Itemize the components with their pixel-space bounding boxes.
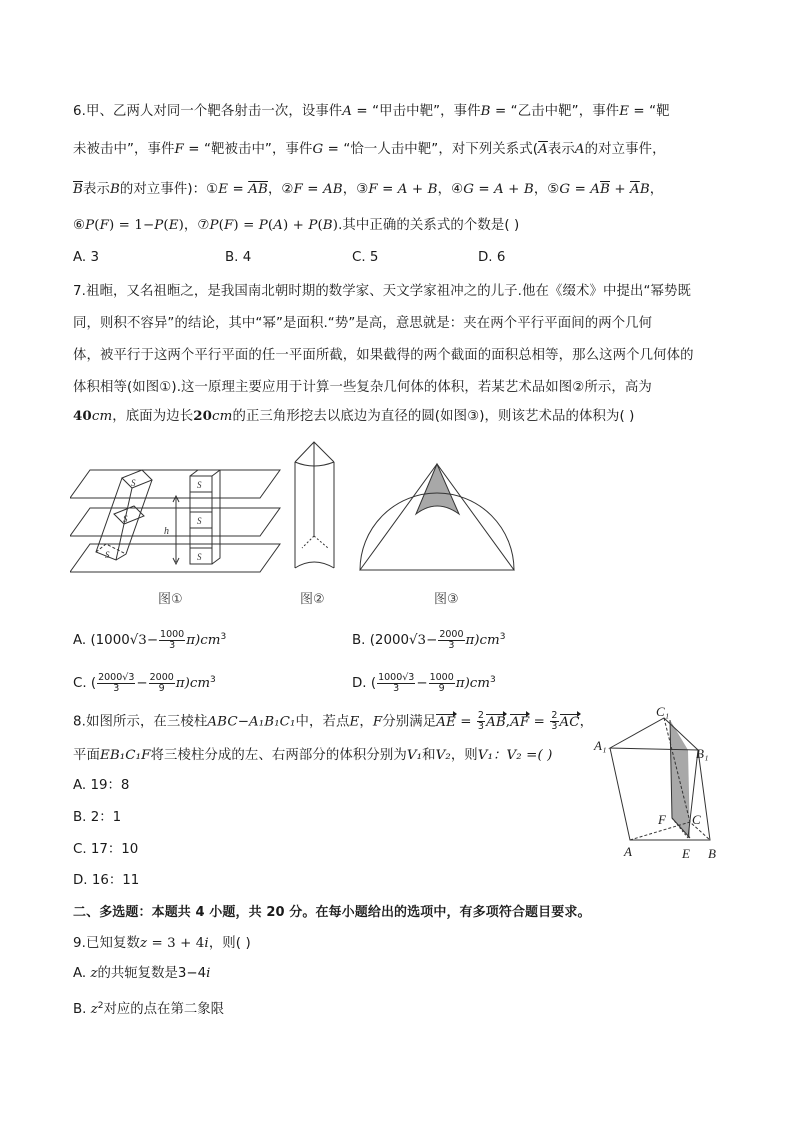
label-c1: C₁ [656, 704, 670, 719]
q7-option-c[interactable]: C. ( $\frac{2000√3}{3}$ − $\frac{2000}{9}$ $\pi)cm^3$ [73, 671, 216, 694]
q6-option-b[interactable]: B. 4 [225, 250, 252, 265]
section-shade [670, 720, 690, 838]
figure-1-caption: 图① [158, 592, 183, 607]
q6-line-4: ⑥P(F) = 1−P(E)，⑦P(F) = P(A) + P(B).其中正确的关系式的个数是( ) [73, 218, 520, 233]
q6-line-2: 未被击中”，事件F = “靶被击中”，事件G = “恰一人击中靶”，对下列关系式($\overline{A}$表示A的对立事件， [73, 142, 666, 157]
q8-option-d[interactable]: D. 16：11 [73, 873, 140, 888]
label-b1: B₁ [696, 746, 709, 761]
label-f: F [658, 812, 666, 827]
q6-line-3: $\overline{B}$表示B的对立事件)：①E = $\overline{A}\overline{B}$，②F = AB，③F = A + B，④G = A + B，⑤G = $A\overline{B} + \overline{A}B$， [73, 182, 664, 197]
q8-option-c[interactable]: C. 17：10 [73, 842, 139, 857]
q8-option-a[interactable]: A. 19：8 [73, 778, 130, 793]
q7-line-4: 体积相等(如图①).这一原理主要应用于计算一些复杂几何体的体积，若某艺术品如图②所示，高为 [73, 380, 652, 395]
label-c: C [692, 812, 701, 827]
q9-stem: 9.已知复数z = 3 + 4i，则( ) [73, 936, 251, 951]
plane-middle [70, 508, 280, 536]
q6-line-1: 6.甲、乙两人对同一个靶各射击一次，设事件A = “甲击中靶”，事件B = “乙击中靶”，事件E = “靶 [73, 104, 670, 119]
svg-text:S: S [123, 514, 128, 524]
shaded-region [416, 464, 459, 514]
figure-q8-prism [590, 702, 728, 866]
q9-option-b[interactable]: B. $z^2$对应的点在第二象限 [73, 1001, 225, 1017]
q7-option-a[interactable]: A. (1000√3− $\frac{1000}{3}$ $\pi)cm^3$ [73, 628, 227, 651]
svg-text:S: S [197, 516, 202, 526]
svg-text:S: S [131, 478, 136, 488]
q7-line-1: 7.祖暅，又名祖暅之，是我国南北朝时期的数学家、天文学家祖冲之的儿子.他在《缀术》中提出“幂势既 [73, 284, 691, 299]
q7-line-2: 同，则积不容异”的结论，其中“幂”是面积.“势”是高，意思就是：夹在两个平行平面间的两个几何 [73, 316, 653, 331]
left-solid-top-face [122, 470, 152, 488]
q7-line-5: 40cm，底面为边长20cm的正三角形挖去以底边为直径的圆(如图③)，则该艺术品的体积为( ) [73, 408, 635, 424]
figure-3-triangle-circle [358, 458, 516, 574]
label-h: h [164, 526, 169, 537]
figure-3-caption: 图③ [434, 592, 459, 607]
figure-1-planes [70, 462, 285, 577]
q8-line-1: 8.如图所示，在三棱柱ABC−A₁B₁C₁中，若点E，F分别满足AE = $\frac{2}{3}$ AB,AF = $\frac{2}{3}$ AC， [73, 710, 594, 732]
q8-option-b[interactable]: B. 2：1 [73, 810, 122, 825]
section-2-title: 二、多选题：本题共 4 小题，共 20 分。在每小题给出的选项中，有多项符合题目要求。 [73, 905, 591, 920]
label-b: B [708, 846, 716, 861]
svg-text:S: S [197, 552, 202, 562]
q8-line-2: 平面EB₁C₁F将三棱柱分成的左、右两部分的体积分别为V₁和V₂，则V₁：V₂ =( ) [73, 748, 553, 763]
svg-text:S: S [105, 550, 110, 560]
q7-option-b[interactable]: B. (2000√3− $\frac{2000}{3}$ $\pi)cm^3$ [352, 628, 506, 651]
q7-line-3: 体，被平行于这两个平行平面的任一平面所截，如果截得的两个截面的面积总相等，那么这两个几何体的 [73, 348, 694, 363]
label-e: E [682, 846, 690, 861]
plane-top [70, 470, 280, 498]
label-a1: A₁ [594, 738, 607, 753]
q6-option-a[interactable]: A. 3 [73, 250, 99, 265]
q6-option-c[interactable]: C. 5 [352, 250, 379, 265]
figure-2-caption: 图② [300, 592, 325, 607]
q7-option-d[interactable]: D. ( $\frac{1000√3}{3}$ − $\frac{1000}{9}$ $\pi)cm^3$ [352, 671, 496, 694]
q9-option-a[interactable]: A. z的共轭复数是3−4i [73, 966, 211, 981]
q6-option-d[interactable]: D. 6 [478, 250, 506, 265]
label-s: S [197, 480, 202, 490]
figure-2-artwork [290, 440, 340, 575]
label-a: A [624, 844, 632, 859]
